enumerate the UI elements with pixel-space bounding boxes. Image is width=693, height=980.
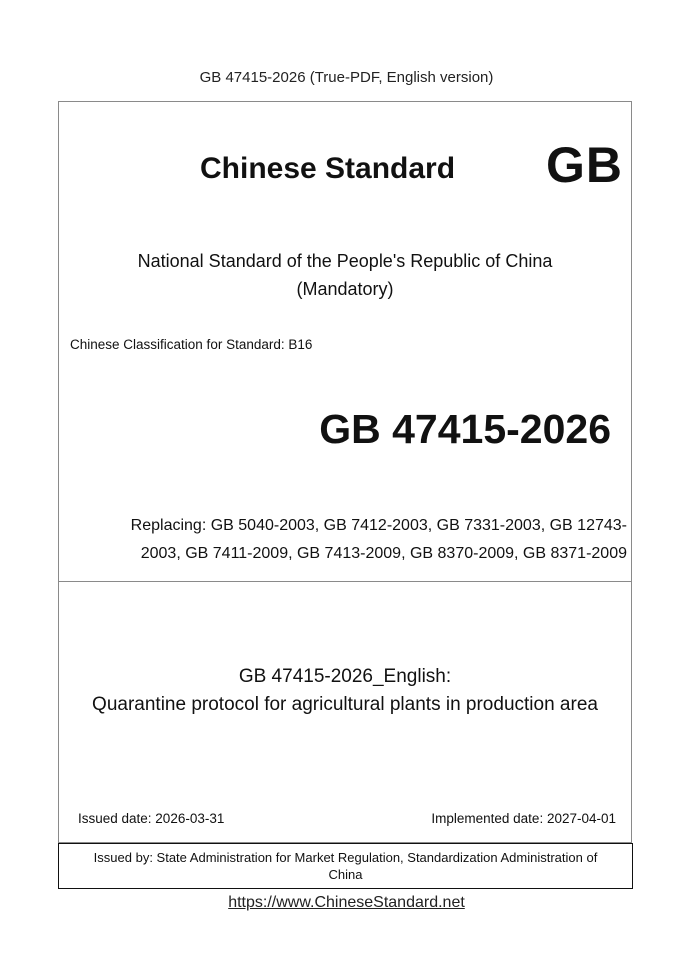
- cover-heading: Chinese Standard: [200, 152, 456, 185]
- website-link[interactable]: https://www.ChineseStandard.net: [228, 894, 465, 911]
- title-code: GB 47415-2026_English:: [238, 666, 452, 687]
- standard-number: GB 47415-2026: [319, 406, 611, 452]
- replacing-line: Replacing: GB 5040-2003, GB 7412-2003, GB 7331-2003, GB 12743-: [130, 517, 627, 534]
- issuer-box: [58, 843, 633, 889]
- title-name: Quarantine protocol for agricultural plants in production area: [92, 694, 598, 715]
- document-title: [58, 663, 632, 719]
- issuer-line: Issued by: State Administration for Market Regulation, Standardization Administration of: [93, 850, 598, 865]
- gb-logo: GB: [546, 137, 623, 193]
- classification-label: Chinese Classification for Standard: B16: [70, 337, 313, 352]
- mandatory-label: (Mandatory): [296, 279, 394, 299]
- national-standard-label: [58, 247, 632, 303]
- replacing-line: 2003, GB 7411-2009, GB 7413-2009, GB 8370-2009, GB 8371-2009: [140, 545, 627, 562]
- document-header: GB 47415-2026 (True-PDF, English version): [199, 69, 494, 86]
- issued-date: Issued date: 2026-03-31: [78, 811, 225, 826]
- replacing-list: [87, 512, 627, 568]
- implemented-date: Implemented date: 2027-04-01: [431, 811, 616, 826]
- issuer-line: China: [328, 867, 363, 882]
- national-standard-line: National Standard of the People's Republic of China: [137, 251, 553, 271]
